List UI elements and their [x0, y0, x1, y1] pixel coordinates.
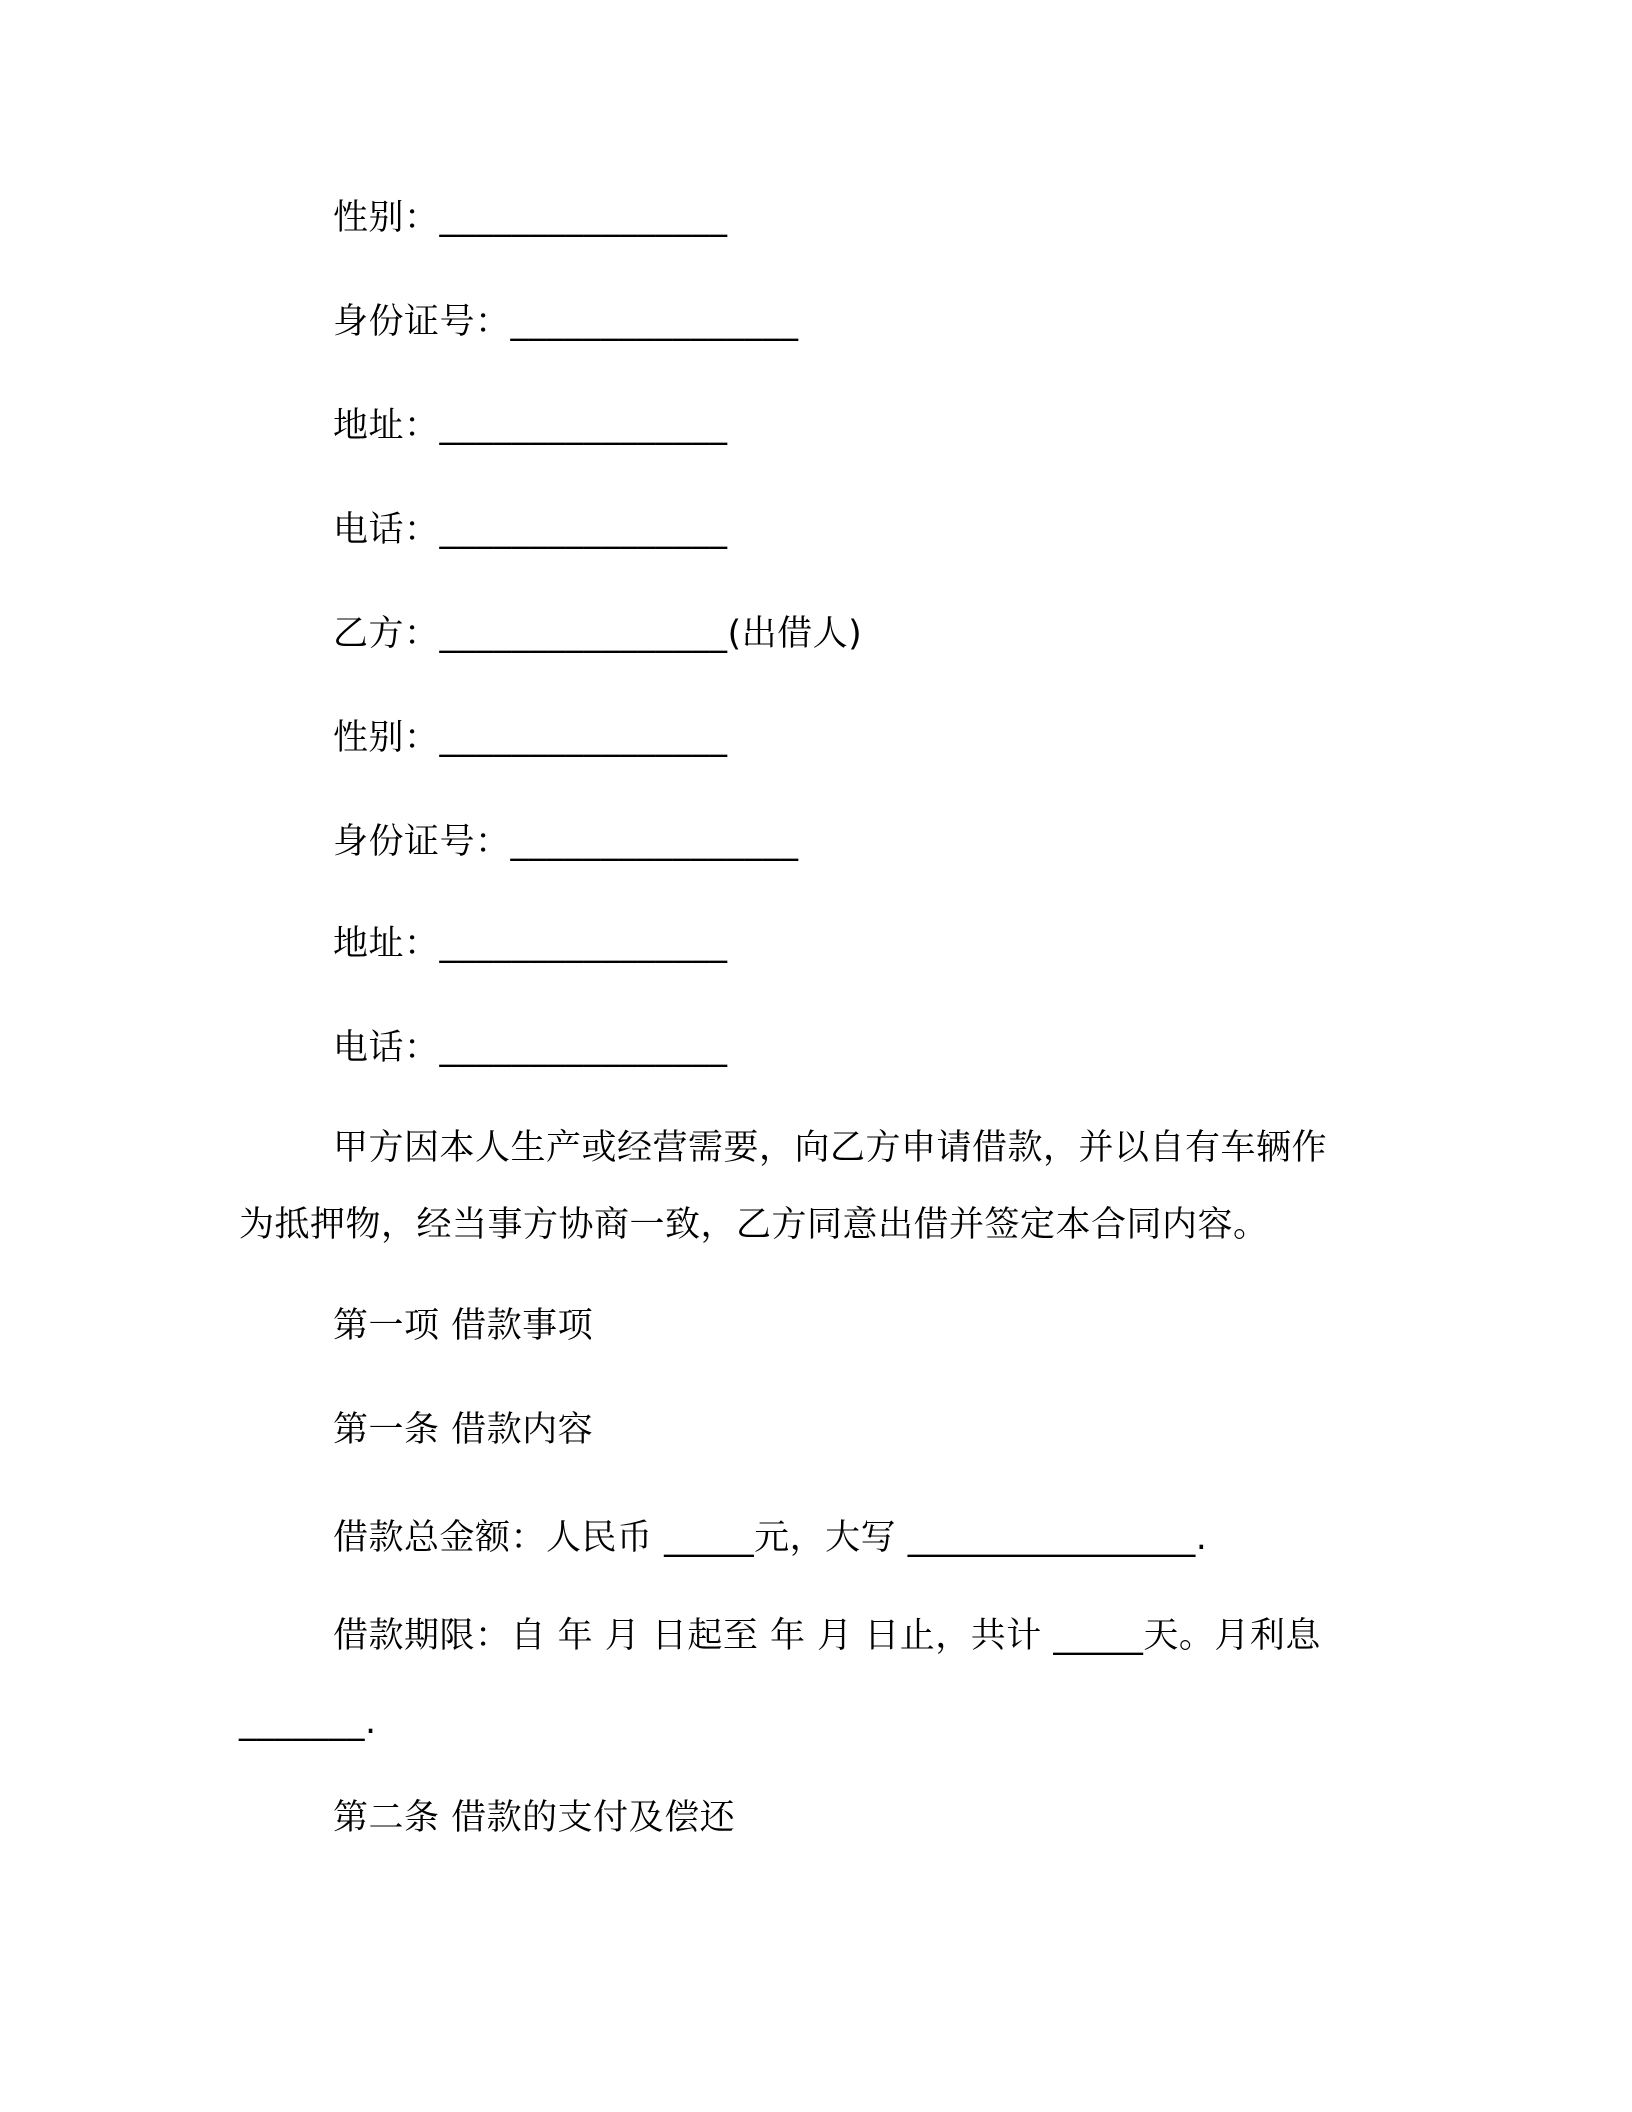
- borrower-id-number-field: 身份证号：________________: [333, 302, 799, 342]
- lender-id-number-field: 身份证号：________________: [333, 822, 799, 862]
- loan-amount-clause: 借款总金额：人民币 _____元，大写 ________________.: [333, 1518, 1208, 1558]
- borrower-phone-field: 电话：________________: [333, 510, 728, 550]
- lender-address-field: 地址：________________: [333, 924, 728, 964]
- section-heading: 第一项 借款事项: [333, 1306, 594, 1346]
- preamble-paragraph-line-1: 甲方因本人生产或经营需要，向乙方申请借款，并以自有车辆作: [333, 1128, 1328, 1168]
- loan-term-clause-line-1: 借款期限：自 年 月 日起至 年 月 日止，共计 _____天。月利息: [333, 1616, 1321, 1656]
- article-heading-1: 第一条 借款内容: [333, 1410, 594, 1450]
- article-heading-2: 第二条 借款的支付及偿还: [333, 1798, 736, 1838]
- loan-term-clause-line-2: _______.: [239, 1702, 377, 1742]
- borrower-gender-field: 性别：________________: [333, 198, 728, 238]
- lender-gender-field: 性别：________________: [333, 718, 728, 758]
- preamble-paragraph-line-2: 为抵押物，经当事方协商一致，乙方同意出借并签定本合同内容。: [239, 1205, 1269, 1245]
- borrower-address-field: 地址：________________: [333, 406, 728, 446]
- lender-party-field: 乙方：________________(出借人): [333, 614, 863, 654]
- lender-phone-field: 电话：________________: [333, 1028, 728, 1068]
